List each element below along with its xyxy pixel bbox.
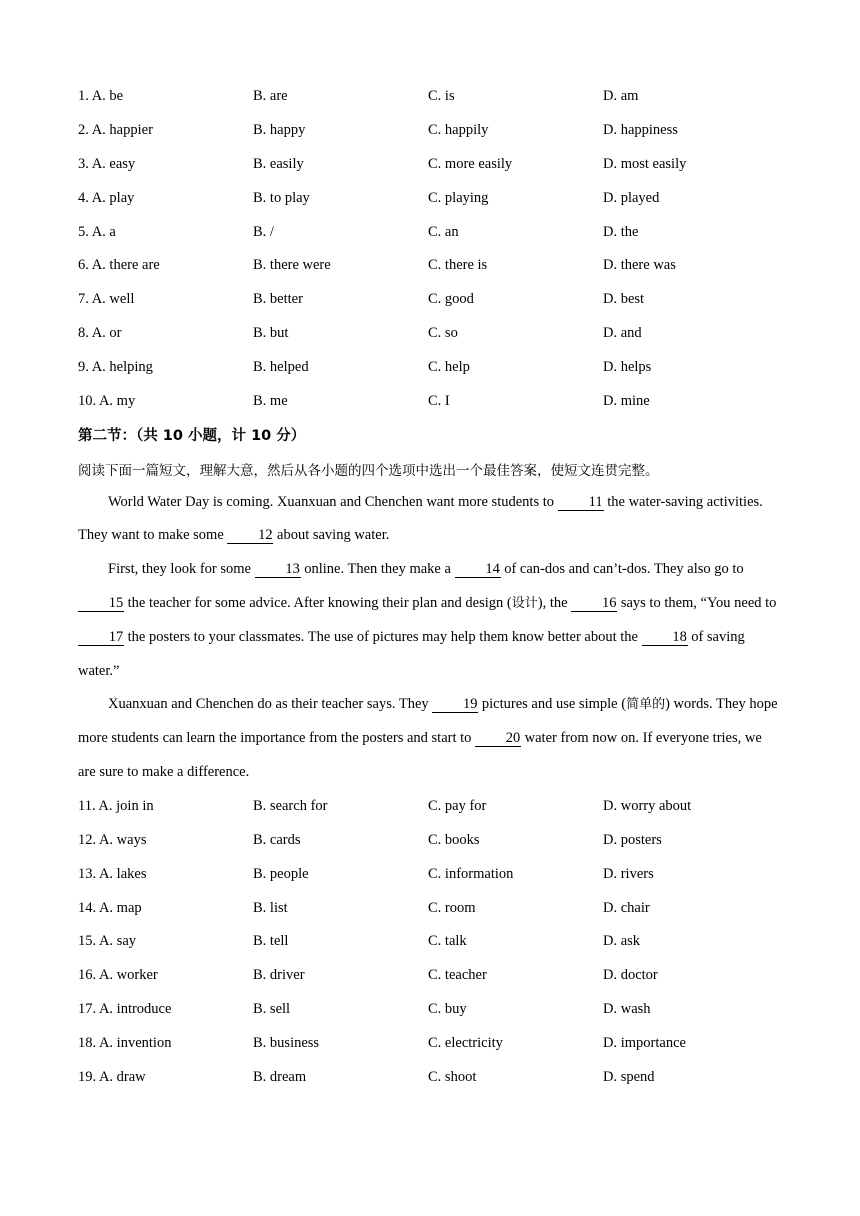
option-d: D. chair: [603, 899, 650, 916]
option-b: B. /: [253, 223, 274, 240]
passage-paragraph-3: [78, 688, 778, 789]
option-b: B. helped: [253, 358, 309, 375]
option-c: C. more easily: [428, 155, 513, 172]
option-b: B. cards: [253, 831, 301, 848]
blank-20: 20: [475, 731, 521, 747]
question-row: [78, 824, 778, 858]
option-d: D. happiness: [603, 122, 678, 139]
passage-paragraph-2: [78, 553, 778, 688]
blank-17: 17: [78, 630, 124, 646]
option-b: B. but: [253, 324, 289, 341]
option-a: 1. A. be: [78, 88, 124, 105]
option-a: 5. A. a: [78, 223, 116, 240]
section1-options: [78, 80, 778, 418]
option-b: B. tell: [253, 933, 289, 950]
exam-page: [78, 80, 778, 1094]
option-a: 12. A. ways: [78, 831, 147, 848]
question-row: [78, 249, 778, 283]
option-b: B. there were: [253, 257, 331, 274]
blank-18: 18: [642, 630, 688, 646]
question-row: [78, 384, 778, 418]
option-a: 4. A. play: [78, 189, 135, 206]
question-row: [78, 959, 778, 993]
option-a: 19. A. draw: [78, 1068, 146, 1085]
blank-19: 19: [432, 697, 478, 713]
option-b: B. to play: [253, 189, 310, 206]
blank-13: 13: [255, 562, 301, 578]
blank-11: 11: [558, 495, 604, 511]
option-b: B. search for: [253, 798, 328, 815]
option-c: C. shoot: [428, 1068, 477, 1085]
option-b: B. are: [253, 88, 288, 105]
option-d: D. worry about: [603, 798, 692, 815]
blank-14: 14: [455, 562, 501, 578]
option-c: C. room: [428, 899, 476, 916]
option-d: D. importance: [603, 1034, 686, 1051]
option-b: B. business: [253, 1034, 320, 1051]
option-d: D. mine: [603, 392, 650, 409]
option-d: D. doctor: [603, 967, 658, 984]
option-b: B. sell: [253, 1000, 291, 1017]
option-a: 6. A. there are: [78, 257, 160, 274]
option-c: C. information: [428, 865, 514, 882]
option-a: 10. A. my: [78, 392, 136, 409]
question-row: [78, 317, 778, 351]
option-b: B. easily: [253, 155, 304, 172]
option-c: C. playing: [428, 189, 489, 206]
option-d: D. played: [603, 189, 660, 206]
option-b: B. list: [253, 899, 288, 916]
option-a: 8. A. or: [78, 324, 122, 341]
option-a: 17. A. introduce: [78, 1000, 172, 1017]
passage-text: the teacher for some advice. After knowing their plan and design (: [124, 594, 512, 611]
option-c: C. an: [428, 223, 459, 240]
question-row: [78, 283, 778, 317]
option-d: D. and: [603, 324, 642, 341]
passage-text: ) words. They hope more students can learn the importance from the posters and start to: [78, 696, 778, 747]
option-c: C. pay for: [428, 798, 487, 815]
question-row: [78, 790, 778, 824]
option-d: D. the: [603, 223, 639, 240]
gloss-text: 简单的: [626, 697, 666, 713]
question-row: [78, 1026, 778, 1060]
passage-text: World Water Day is coming. Xuanxuan and Chenchen want more students to: [108, 493, 558, 510]
blank-15: 15: [78, 596, 124, 612]
question-row: [78, 857, 778, 891]
question-row: [78, 80, 778, 114]
question-row: [78, 925, 778, 959]
option-b: B. driver: [253, 967, 305, 984]
option-a: 3. A. easy: [78, 155, 136, 172]
question-row: [78, 215, 778, 249]
option-a: 7. A. well: [78, 291, 135, 308]
passage-text: of saving water.”: [78, 628, 745, 679]
question-row: [78, 181, 778, 215]
gloss-text: 设计: [511, 595, 538, 611]
option-b: B. people: [253, 865, 309, 882]
option-b: B. happy: [253, 122, 306, 139]
question-row: [78, 350, 778, 384]
passage-text: the water-saving activities. They want to make some: [78, 493, 763, 544]
option-d: D. wash: [603, 1000, 651, 1017]
blank-12: 12: [227, 528, 273, 544]
question-row: [78, 891, 778, 925]
option-c: C. electricity: [428, 1034, 503, 1051]
option-c: C. happily: [428, 122, 489, 139]
option-d: D. rivers: [603, 865, 654, 882]
option-c: C. help: [428, 358, 470, 375]
section-instruction: 阅读下面一篇短文，理解大意，然后从各小题的四个选项中选出一个最佳答案，使短文连贯完整。: [78, 462, 659, 479]
option-b: B. better: [253, 291, 303, 308]
passage-text: of can-dos and can’t-dos. They also go to: [500, 561, 744, 578]
passage-text: First, they look for some: [108, 561, 255, 578]
option-a: 16. A. worker: [78, 967, 158, 984]
option-d: D. ask: [603, 933, 641, 950]
question-row: [78, 993, 778, 1027]
question-row: [78, 1060, 778, 1094]
option-d: D. spend: [603, 1068, 655, 1085]
option-a: 13. A. lakes: [78, 865, 147, 882]
option-a: 14. A. map: [78, 899, 142, 916]
option-d: D. helps: [603, 358, 652, 375]
option-c: C. there is: [428, 257, 488, 274]
option-d: D. am: [603, 88, 639, 105]
question-row: [78, 148, 778, 182]
option-c: C. buy: [428, 1000, 467, 1017]
option-d: D. best: [603, 291, 645, 308]
passage-text: Xuanxuan and Chenchen do as their teacher says. They: [108, 696, 433, 713]
passage-text: says to them, “You need to: [617, 594, 777, 611]
option-c: C. good: [428, 291, 474, 308]
passage-text: the posters to your classmates. The use of pictures may help them know better about the: [124, 628, 642, 645]
option-d: D. posters: [603, 831, 662, 848]
option-a: 11. A. join in: [78, 798, 154, 815]
option-a: 18. A. invention: [78, 1034, 172, 1051]
passage-text: water from now on. If everyone tries, we are sure to make a difference.: [78, 730, 762, 780]
section2-options: [78, 790, 778, 1094]
option-c: C. is: [428, 88, 455, 105]
passage-text: ), the: [537, 594, 572, 611]
blank-16: 16: [571, 596, 617, 612]
option-c: C. so: [428, 324, 458, 341]
option-c: C. teacher: [428, 967, 487, 984]
passage-text: pictures and use simple (: [478, 696, 627, 713]
option-c: C. talk: [428, 933, 467, 950]
cloze-passage: [78, 486, 778, 790]
question-row: [78, 114, 778, 148]
option-a: 15. A. say: [78, 933, 136, 950]
section-heading: 第二节：（共 10 小题，计 10 分）: [78, 428, 306, 445]
option-a: 9. A. helping: [78, 358, 153, 375]
option-a: 2. A. happier: [78, 122, 153, 139]
passage-paragraph-1: [78, 486, 778, 554]
option-d: D. there was: [603, 257, 676, 274]
passage-text: about saving water.: [273, 527, 390, 544]
option-d: D. most easily: [603, 155, 687, 172]
option-c: C. books: [428, 831, 480, 848]
option-b: B. dream: [253, 1068, 307, 1085]
passage-text: online. Then they make a: [300, 561, 455, 578]
option-c: C. I: [428, 392, 450, 409]
option-b: B. me: [253, 392, 288, 409]
